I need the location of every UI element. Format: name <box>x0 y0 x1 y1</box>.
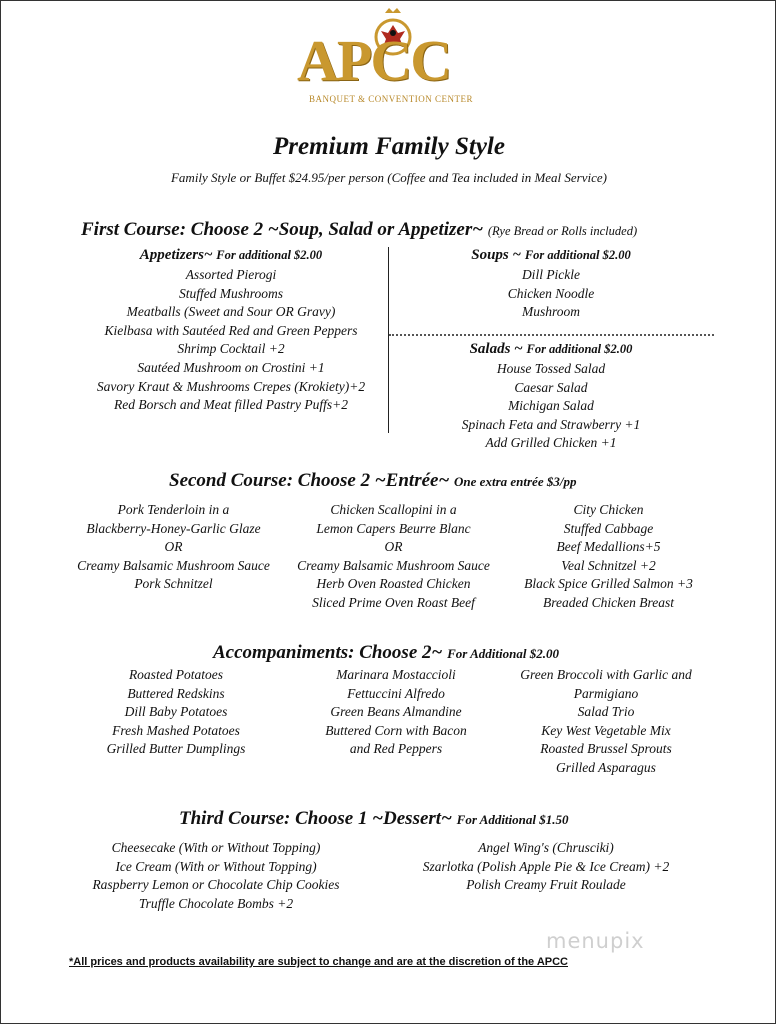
menu-item: Pork Schnitzel <box>134 576 213 592</box>
menu-item: Black Spice Grilled Salmon +3 <box>524 576 693 592</box>
salads-price: For additional $2.00 <box>526 342 633 356</box>
menu-item: Szarlotka (Polish Apple Pie & Ice Cream) +2 <box>422 858 670 874</box>
logo-subtitle: BANQUET & CONVENTION CENTER <box>308 94 474 104</box>
menu-item: Roasted Brussel Sprouts <box>540 741 672 757</box>
menu-item: House Tossed Salad <box>496 361 606 376</box>
menu-item: Grilled Butter Dumplings <box>106 741 246 757</box>
menu-item: Creamy Balsamic Mushroom Sauce <box>77 557 270 573</box>
first-course-note: (Rye Bread or Rolls included) <box>487 224 638 238</box>
menu-item: Michigan Salad <box>508 398 594 414</box>
menu-item: Chicken Noodle <box>507 285 595 301</box>
menu-item: Green Broccoli with Garlic and <box>520 667 692 682</box>
page-subtitle: Family Style or Buffet $24.95/per person (Coffee and Tea included in Meal Service) <box>170 170 607 185</box>
dessert-column-1 <box>61 839 371 913</box>
menu-item: Herb Oven Roasted Chicken <box>316 576 471 592</box>
third-course-title: Third Course: Choose 1 ~Dessert~ <box>179 808 452 829</box>
menupix-watermark: menupix <box>546 929 645 953</box>
menu-item: Roasted Potatoes <box>128 667 224 682</box>
entree-column-3 <box>491 501 726 613</box>
accompaniments-column-2 <box>281 666 511 759</box>
soups-price: For additional $2.00 <box>524 248 631 262</box>
first-course-title: First Course: Choose 2 ~Soup, Salad or Appetizer~ <box>81 219 484 240</box>
menu-item: Angel Wing's (Chrusciki) <box>478 840 614 855</box>
menu-item: Buttered Redskins <box>127 685 225 701</box>
logo-letters: APCC <box>297 28 451 93</box>
menu-item: Marinara Mostaccioli <box>336 667 456 682</box>
menu-item: Sliced Prime Oven Roast Beef <box>312 594 475 610</box>
menu-item: and Red Peppers <box>349 741 443 757</box>
footer-disclaimer: *All prices and products availability are subject to change and are at the discretion of the APCC <box>69 956 568 968</box>
menu-item: Pork Tenderloin in a <box>117 502 230 517</box>
menu-item: OR <box>384 539 403 555</box>
menu-item: Assorted Pierogi <box>185 267 277 282</box>
menu-item: Chicken Scallopini in a <box>330 502 457 517</box>
dotted-divider <box>389 334 714 336</box>
menu-item: Stuffed Mushrooms <box>178 285 284 301</box>
accompaniments-note: For Additional $2.00 <box>447 646 559 661</box>
menu-item: Key West Vegetable Mix <box>541 722 671 738</box>
menu-item: Creamy Balsamic Mushroom Sauce <box>297 557 490 573</box>
menu-item: Salad Trio <box>577 704 635 720</box>
menu-item: Mushroom <box>521 304 580 320</box>
menu-item: City Chicken <box>573 502 644 517</box>
menu-item: Add Grilled Chicken +1 <box>485 435 617 451</box>
third-course-note: For Additional $1.50 <box>456 812 569 827</box>
menu-item: Grilled Asparagus <box>556 759 656 775</box>
dessert-column-2 <box>391 839 701 895</box>
menu-item: Raspberry Lemon or Chocolate Chip Cookies <box>92 877 340 893</box>
menu-item: Stuffed Cabbage <box>563 520 654 536</box>
menu-item: Buttered Corn with Bacon <box>325 722 467 738</box>
accompaniments-column-3 <box>491 666 721 778</box>
menu-item: Savory Kraut & Mushrooms Crepes (Krokiety)+2 <box>96 378 366 394</box>
appetizers-title: Appetizers~ <box>139 247 213 263</box>
salads-heading <box>421 341 681 358</box>
menu-item: Parmigiano <box>573 685 639 701</box>
salads-title: Salads ~ <box>469 341 523 357</box>
menu-item: Meatballs (Sweet and Sour OR Gravy) <box>126 304 336 320</box>
second-course-note: One extra entrée $3/pp <box>454 474 577 489</box>
second-course-title: Second Course: Choose 2 ~Entrée~ <box>169 470 450 491</box>
menu-item: Sautéed Mushroom on Crostini +1 <box>137 359 325 375</box>
column-divider <box>388 247 389 433</box>
menu-item: Blackberry-Honey-Garlic Glaze <box>86 520 261 536</box>
page-title: Premium Family Style <box>273 133 505 160</box>
first-course-heading <box>81 219 637 241</box>
menu-item: Polish Creamy Fruit Roulade <box>466 877 626 893</box>
menu-item: Fresh Mashed Potatoes <box>112 722 240 738</box>
menu-item: Breaded Chicken Breast <box>543 594 674 610</box>
soups-list <box>401 266 701 322</box>
menu-item: Shrimp Cocktail +2 <box>177 341 285 357</box>
menu-item: Veal Schnitzel +2 <box>561 557 656 573</box>
menu-item: Caesar Salad <box>514 379 588 395</box>
menu-item: Ice Cream (With or Without Topping) <box>115 858 317 874</box>
menu-item: Cheesecake (With or Without Topping) <box>111 840 321 855</box>
menu-item: Truffle Chocolate Bombs +2 <box>138 895 294 911</box>
apcc-logo <box>291 7 491 111</box>
soups-title: Soups ~ <box>471 247 522 263</box>
menu-item: Dill Pickle <box>521 267 581 282</box>
menu-item: Beef Medallions+5 <box>556 539 661 555</box>
menu-item: Green Beans Almandine <box>330 704 462 720</box>
entree-column-2 <box>261 501 526 613</box>
appetizers-heading <box>101 247 361 264</box>
menu-item: Kielbasa with Sautéed Red and Green Peppers <box>104 322 358 338</box>
accompaniments-title: Accompaniments: Choose 2~ <box>213 642 443 663</box>
appetizers-list <box>61 266 401 415</box>
accompaniments-column-1 <box>61 666 291 759</box>
menu-item: Spinach Feta and Strawberry +1 <box>461 416 641 432</box>
third-course-heading <box>179 808 569 830</box>
menu-item: Dill Baby Potatoes <box>124 704 228 720</box>
menu-item: Fettuccini Alfredo <box>347 685 445 701</box>
soups-heading <box>421 247 681 264</box>
menu-item: OR <box>164 539 183 555</box>
accompaniments-heading <box>213 642 559 664</box>
salads-list <box>401 360 701 453</box>
menu-item: Red Borsch and Meat filled Pastry Puffs+2 <box>113 397 349 413</box>
second-course-heading <box>169 470 576 492</box>
menu-item: Lemon Capers Beurre Blanc <box>316 520 471 536</box>
appetizers-price: For additional $2.00 <box>216 248 323 262</box>
